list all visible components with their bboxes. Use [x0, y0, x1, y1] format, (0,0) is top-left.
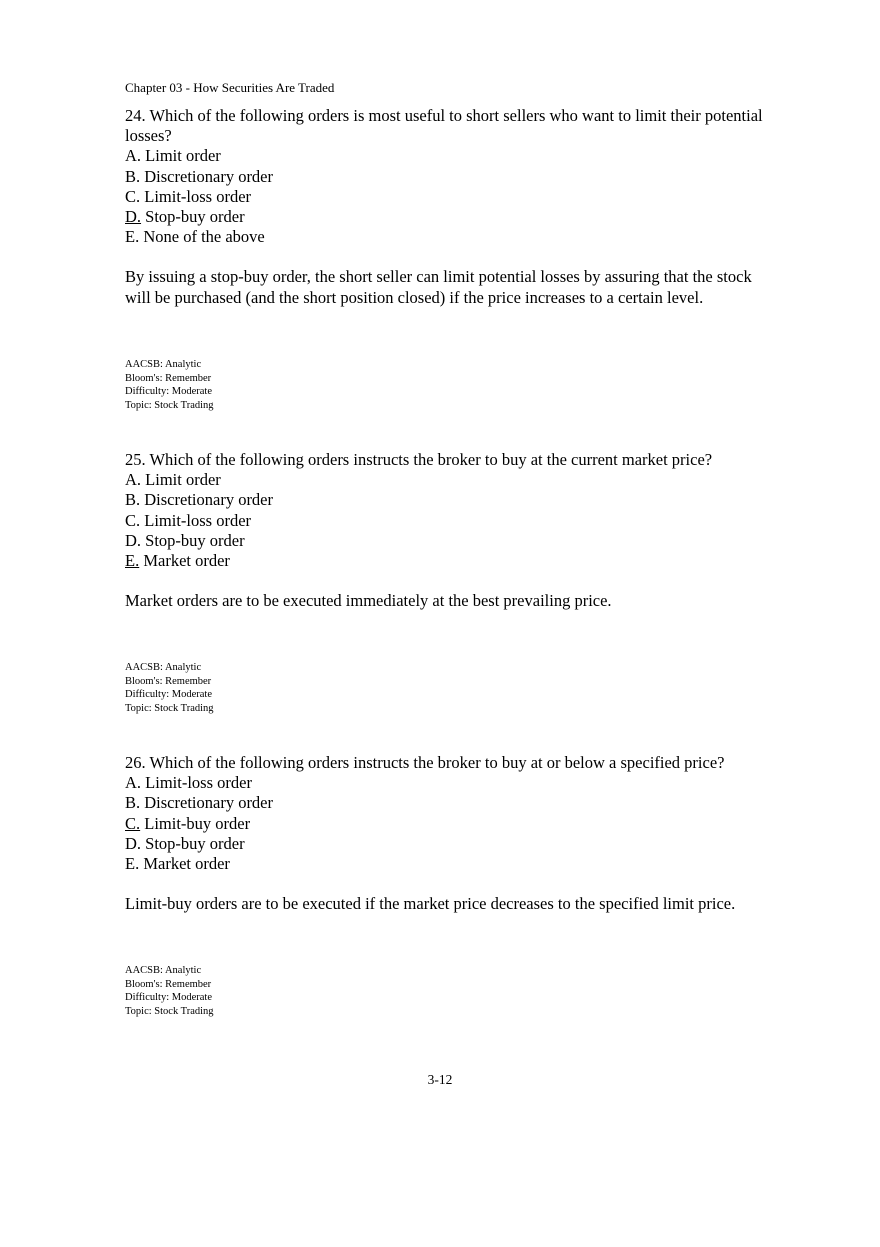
answer-choice-correct — [125, 207, 775, 227]
choice-letter: E. — [125, 227, 140, 247]
answer-choice — [125, 490, 775, 510]
choice-text: Market order — [139, 854, 230, 874]
choice-letter: A. — [125, 146, 142, 166]
answer-choice — [125, 854, 775, 874]
answer-choice — [125, 773, 775, 793]
choice-letter: D. — [125, 833, 142, 853]
answer-choices — [125, 470, 775, 571]
answer-choices — [125, 773, 775, 874]
choice-text: Discretionary order — [140, 490, 274, 510]
choice-letter: D. — [125, 530, 142, 550]
choice-letter: E. — [125, 854, 140, 874]
choice-text: Market order — [139, 551, 230, 571]
question-metadata — [125, 964, 775, 1018]
answer-choice — [125, 227, 775, 247]
choice-text: Stop-buy order — [141, 207, 245, 227]
answer-choice-correct — [125, 814, 775, 834]
chapter-header: Chapter 03 - How Securities Are Traded — [125, 80, 335, 95]
choice-text: Stop-buy order — [141, 530, 245, 550]
answer-choice — [125, 470, 775, 490]
choice-text: Stop-buy order — [141, 833, 245, 853]
meta-difficulty: Difficulty: Moderate — [125, 689, 212, 701]
meta-topic: Topic: Stock Trading — [125, 399, 214, 411]
question-stem: 24. Which of the following orders is most useful to short sellers who want to limit their potential losses? — [125, 106, 763, 146]
answer-choice — [125, 511, 775, 531]
choice-letter: A. — [125, 470, 142, 490]
choice-text: Limit-buy order — [140, 813, 251, 833]
question-stem: 26. Which of the following orders instructs the broker to buy at or below a specified price? — [125, 753, 725, 772]
answer-choice — [125, 793, 775, 813]
answer-explanation: Limit-buy orders are to be executed if the market price decreases to the specified limit price. — [125, 894, 736, 914]
choice-letter: A. — [125, 773, 142, 793]
choice-letter-correct: E. — [125, 551, 140, 571]
answer-choice — [125, 834, 775, 854]
meta-aacsb: AACSB: Analytic — [125, 662, 202, 674]
choice-letter: B. — [125, 793, 141, 813]
choice-letter: C. — [125, 510, 141, 530]
question-metadata — [125, 358, 775, 412]
question-block — [125, 106, 775, 412]
meta-aacsb: AACSB: Analytic — [125, 965, 202, 977]
meta-blooms: Bloom's: Remember — [125, 675, 212, 687]
question-block — [125, 753, 775, 1018]
meta-difficulty: Difficulty: Moderate — [125, 992, 212, 1004]
answer-explanation: Market orders are to be executed immediately at the best prevailing price. — [125, 591, 612, 611]
choice-letter: C. — [125, 186, 141, 206]
answer-choice — [125, 187, 775, 207]
choice-letter-correct: C. — [125, 813, 141, 833]
choice-letter: B. — [125, 166, 141, 186]
choice-letter: B. — [125, 490, 141, 510]
choice-text: Limit order — [141, 470, 221, 490]
choice-text: Limit order — [141, 146, 221, 166]
choice-text: Discretionary order — [140, 166, 274, 186]
meta-difficulty: Difficulty: Moderate — [125, 386, 212, 398]
meta-topic: Topic: Stock Trading — [125, 1005, 214, 1017]
answer-choice — [125, 146, 775, 166]
question-block — [125, 450, 775, 715]
answer-choice — [125, 531, 775, 551]
choice-text: Discretionary order — [140, 793, 274, 813]
meta-blooms: Bloom's: Remember — [125, 978, 212, 990]
page-number: 3-12 — [427, 1072, 453, 1087]
answer-choice — [125, 167, 775, 187]
choice-text: Limit-loss order — [140, 510, 252, 530]
meta-aacsb: AACSB: Analytic — [125, 359, 202, 371]
answer-choices — [125, 146, 775, 247]
meta-blooms: Bloom's: Remember — [125, 372, 212, 384]
question-metadata — [125, 661, 775, 715]
choice-letter-correct: D. — [125, 207, 142, 227]
answer-choice-correct — [125, 551, 775, 571]
choice-text: Limit-loss order — [140, 186, 252, 206]
meta-topic: Topic: Stock Trading — [125, 702, 214, 714]
answer-explanation: By issuing a stop-buy order, the short seller can limit potential losses by assuring that the stock will be purchased (and the short position closed) if the price increases to a certain level. — [125, 267, 752, 308]
choice-text: None of the above — [139, 227, 265, 247]
choice-text: Limit-loss order — [141, 773, 252, 793]
question-stem: 25. Which of the following orders instructs the broker to buy at the current market price? — [125, 450, 713, 469]
